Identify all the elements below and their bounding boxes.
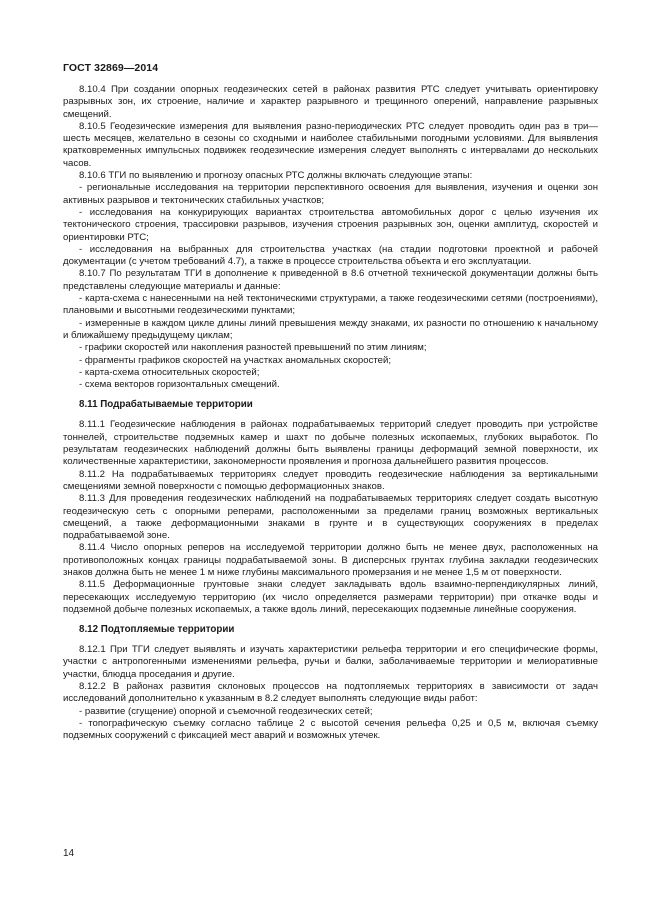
list-item: - региональные исследования на территории перспективного освоения для выявления, изучения и оценки зон активных разрывов и тектонических стабильных участков; (63, 182, 598, 206)
list-item: - исследования на конкурирующих вариантах строительства автомобильных дорог с целью изучения их тектонического строения, трассировки разрывов, изучения строения разрывных зон, оценки амплитуд, скоростей и ориентировки РТС; (63, 206, 598, 243)
page-body (63, 84, 598, 743)
paragraph: 8.12.1 При ТГИ следует выявлять и изучать характеристики рельефа территории и его специфические формы, участки с антропогенными изменениями рельефа, ручьи и балки, заболачиваемые территории и мелиоративные участки, блюдца проседания и другие. (63, 644, 598, 680)
page-header: ГОСТ 32869—2014 (63, 62, 159, 74)
list-item: - топографическую съемку согласно таблице 2 с высотой сечения рельефа 0,25 и 0,5 м, включая съемку подземных сооружений с фиксацией мест аварий и возможных утечек. (63, 717, 598, 742)
paragraph: 8.10.5 Геодезические измерения для выявления разно-периодических РТС следует проводить один раз в три—шесть месяцев, желательно в сезоны со сходными и наиболее стабильными погодными условиями. Для выявления кратковременных импульсных подвижек геодезические измерения следует выполнять с интервалами до нескольких часов. (63, 120, 598, 169)
list-item: - графики скоростей или накопления разностей превышений по этим линиям; (79, 342, 427, 354)
list-item: - развитие (сгущение) опорной и съемочной геодезических сетей; (79, 705, 373, 717)
page-number: 14 (63, 848, 75, 859)
list-item: - измеренные в каждом цикле длины линий превышения между знаками, их разности по отношению к начальному и ближайшему предыдущему циклам; (63, 317, 598, 341)
list-item: - схема векторов горизонтальных смещений. (79, 379, 280, 391)
list-item: - исследования на выбранных для строительства участках (на стадии подготовки проектной и рабочей документации (с учетом требований 4.7), а также в процессе строительства объекта и его эксплуатации. (63, 243, 598, 268)
paragraph: 8.10.7 По результатам ТГИ в дополнение к приведенной в 8.6 отчетной технической документации должны быть представлены следующие материалы и данные: (63, 268, 598, 292)
list-item: - карта-схема с нанесенными на ней тектоническими структурами, а также геодезическими сетями (построениями), плановыми и высотными геодезическими пунктами; (63, 293, 598, 317)
section-heading: 8.12 Подтопляемые территории (79, 624, 235, 636)
paragraph: 8.11.5 Деформационные грунтовые знаки следует закладывать вдоль взаимно-перпендикулярных линий, пересекающих исследуемую территорию (их число определяется размерами территории) при откачке воды и подземной добыче полезных ископаемых, а также вдоль линий, пересекающих подземные линейные сооружения. (63, 579, 598, 615)
paragraph: 8.10.6 ТГИ по выявлению и прогнозу опасных РТС должны включать следующие этапы: (79, 170, 473, 182)
paragraph: 8.11.3 Для проведения геодезических наблюдений на подрабатываемых территориях следует создать высотную геодезическую сеть с опорными реперами, расположенными за пределами границ возможных вертикальных смещений, а также деформационными знаками в грунте и в существующих сооружениях в пределах подрабатываемой зоне. (63, 493, 598, 542)
paragraph: 8.10.4 При создании опорных геодезических сетей в районах развития РТС следует учитывать ориентировку разрывных зон, их строение, наличие и характер разрывного и трещинного оперений, направление разрывных смещений. (63, 84, 598, 120)
paragraph: 8.12.2 В районах развития склоновых процессов на подтопляемых территориях в зависимости от задач исследований дополнительно к указанным в 8.2 следует выполнять следующие виды работ: (63, 681, 598, 705)
paragraph: 8.11.2 На подрабатываемых территориях следует проводить геодезические наблюдения за вертикальными смещениями земной поверхности с помощью деформационных знаков. (63, 468, 598, 492)
paragraph: 8.11.1 Геодезические наблюдения в районах подрабатываемых территорий следует проводить при устройстве тоннелей, строительстве подземных камер и шахт по добыче полезных ископаемых, глубоких выработок. По результатам геодезических наблюдений должны быть выявлены границы деформаций земной поверхности, их количественные характеристики, закономерности проявления и прогноза дальнейшего развития процессов. (63, 419, 598, 468)
paragraph: 8.11.4 Число опорных реперов на исследуемой территории должно быть не менее двух, расположенных на противоположных концах границы подрабатываемой зоны. В дисперсных грунтах глубина закладки геодезических знаков должна быть не менее 1 м ниже глубины максимального промерзания и не менее 1,5 м от поверхности. (63, 542, 598, 578)
section-heading: 8.11 Подрабатываемые территории (79, 399, 253, 411)
list-item: - карта-схема относительных скоростей; (79, 366, 260, 378)
list-item: - фрагменты графиков скоростей на участках аномальных скоростей; (79, 354, 392, 366)
